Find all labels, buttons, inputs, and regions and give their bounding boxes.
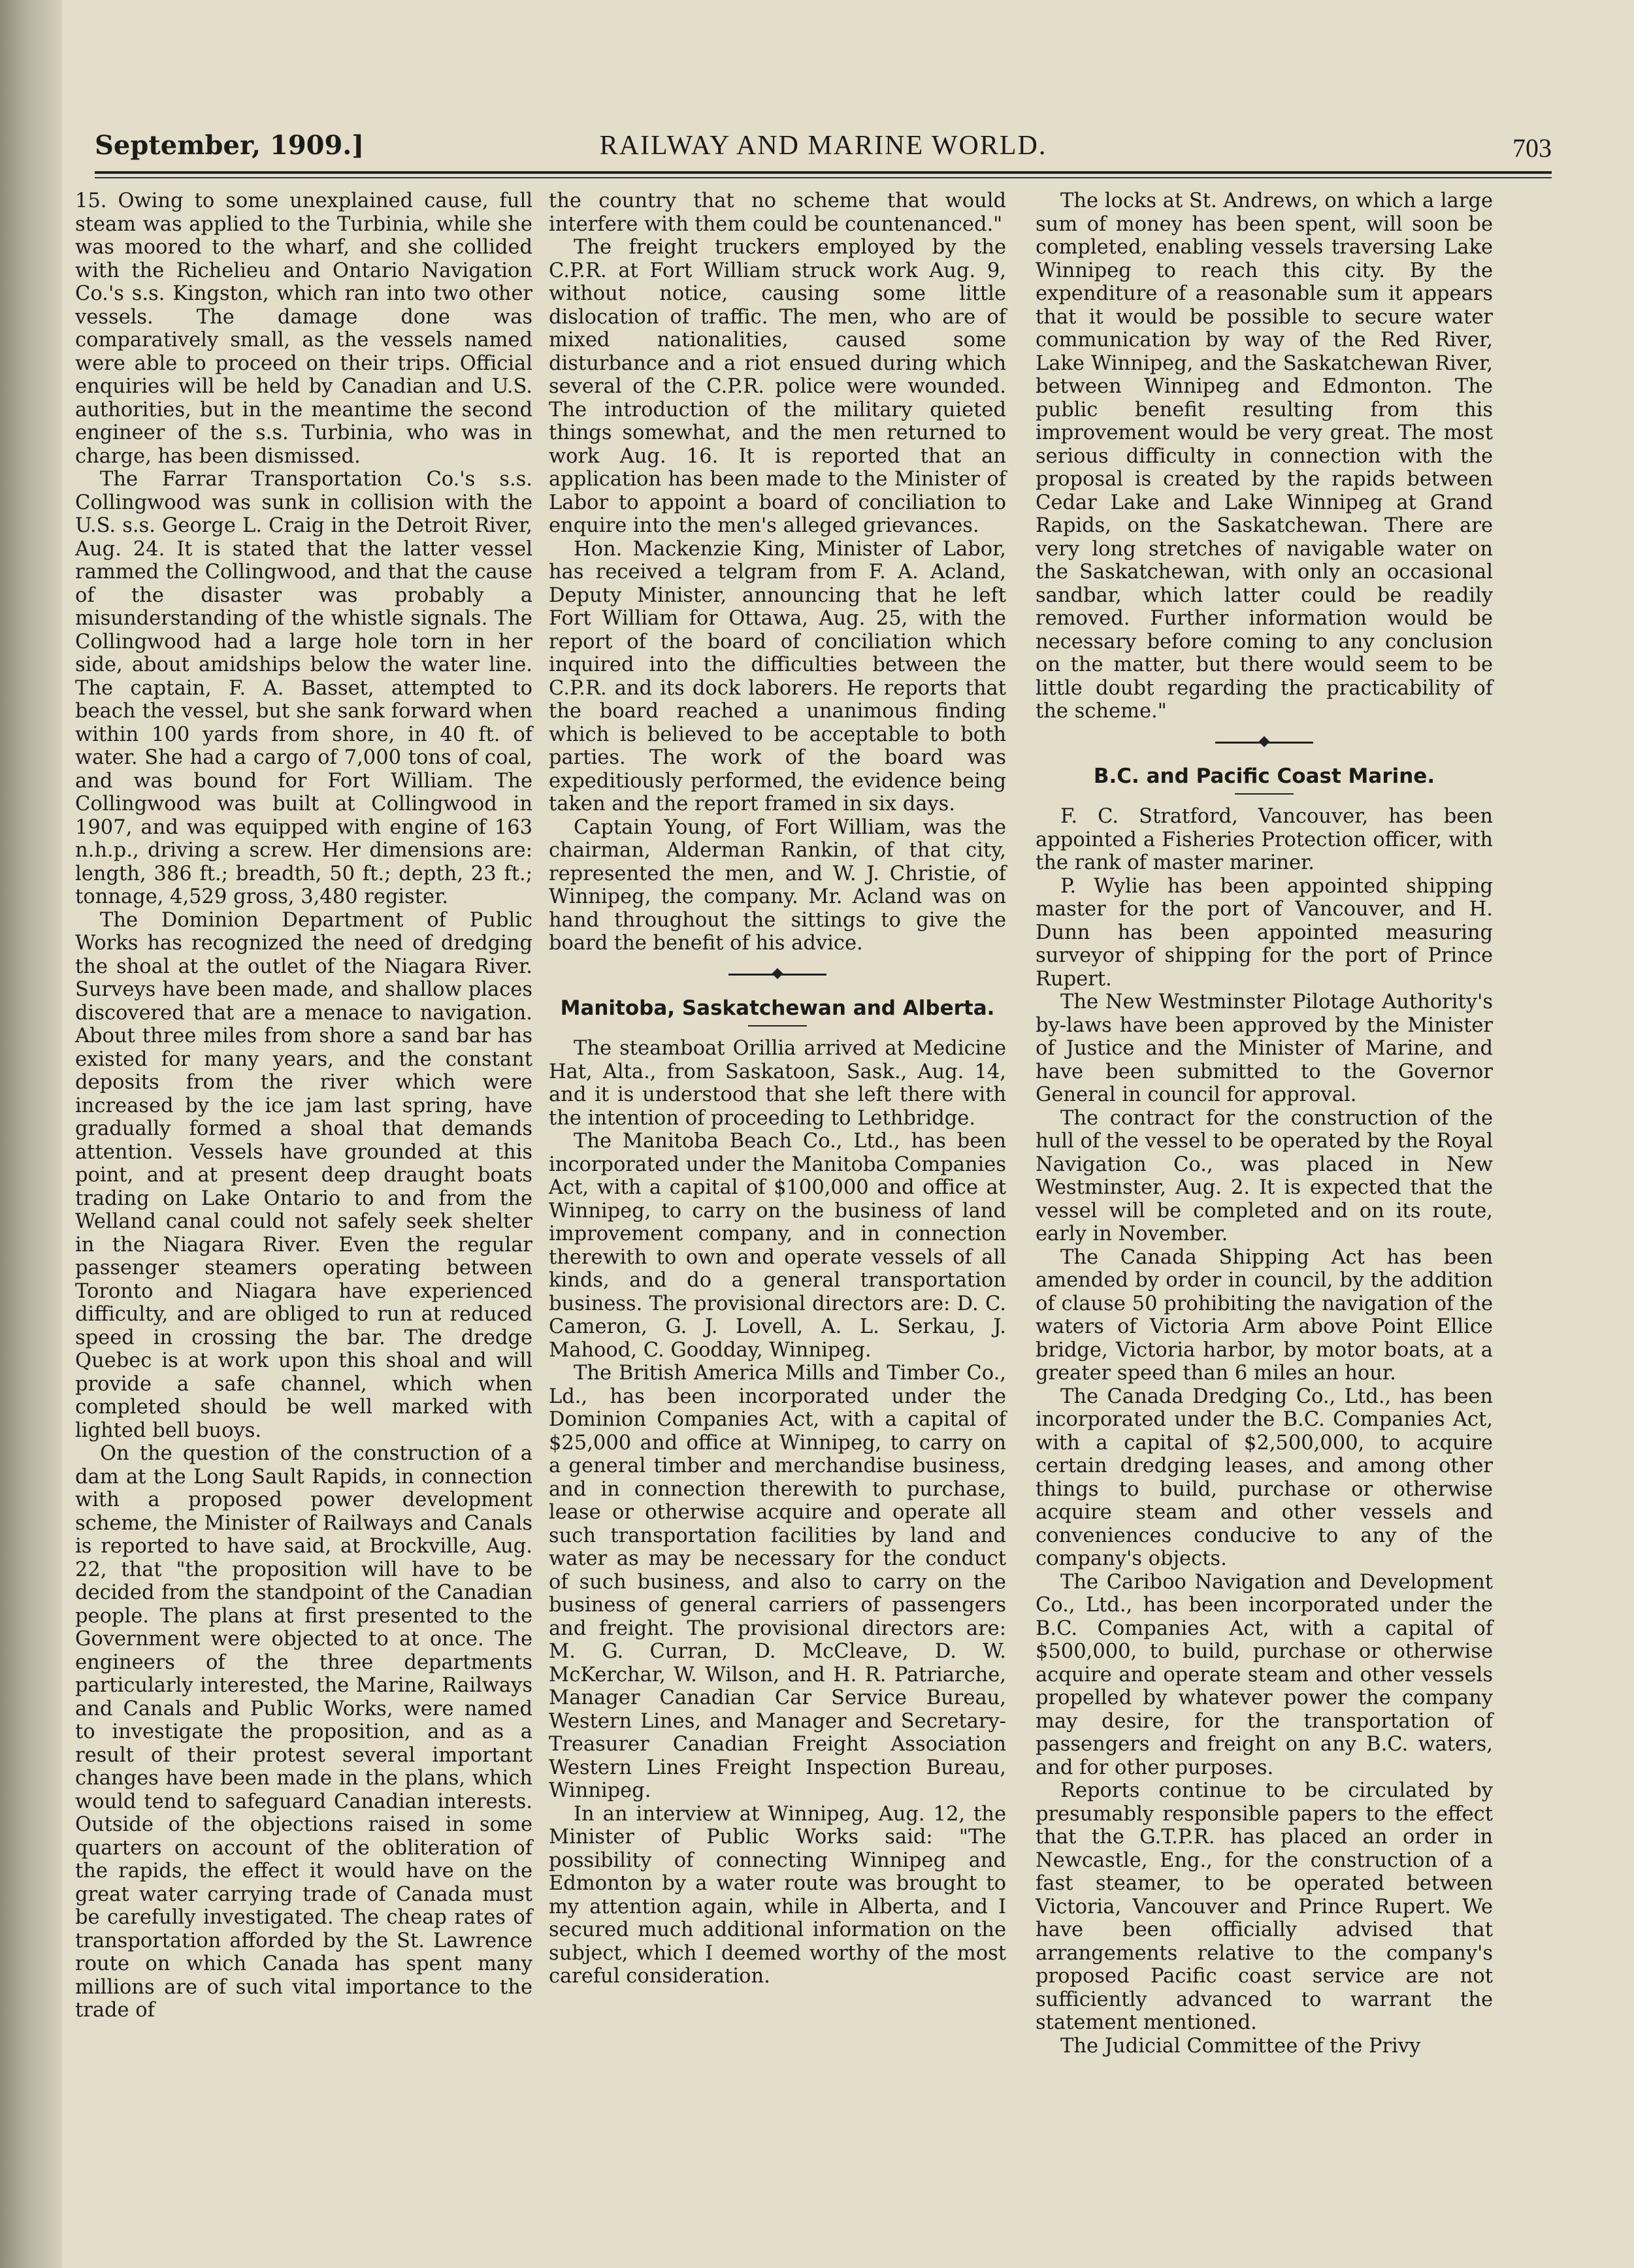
paragraph-long-sault: On the question of the construction of a dam at the Long Sault Rapids, in connection with a proposed power development scheme, the Minister of Railways and Canals is reported to have said, at Brockville, Aug. 22, that "the proposition will have to be decided from the standpoint of the Canadian people. The plans at first presented to the Government were objected to at once. The engineers of the three departments particularly interested, the Marine, Railways and Canals and Public Works, were named to investigate the proposition, and as a result of their protest several important changes have been made in the plans, which would tend to safeguard Canadian interests. Outside of the objections raised in some quarters on account of the obliteration of the rapids, the effect it would have on the great water carrying trade of Canada must be carefully investigated. The cheap rates of transportation afforded by the St. Lawrence route on which Canada has spent many millions are of such vital importance to the trade of <box>75 1442 532 2022</box>
paragraph-canada-dredging: The Canada Dredging Co., Ltd., has been incorporated under the B.C. Companies Act, with a capital of $2,500,000, to acquire certain dredging leases, and among other things to build, purchase or otherwise acquire steam and other vessels and conveniences conducive to any of the company's objects. <box>1036 1385 1493 1570</box>
paragraph-locks-st-andrews: The locks at St. Andrews, on which a large sum of money has been spent, will soon be completed, enabling vessels traversing Lake Winnipeg to reach this city. By the expenditure of a reasonable sum it appears that it would be possible to secure water communication by way of the Red River, Lake Winnipeg, and the Saskatchewan River, between Winnipeg and Edmonton. The public benefit resulting from this improvement would be very great. The most serious difficulty in connection with the proposal is created by the rapids between Cedar Lake and Lake Winnipeg at Grand Rapids, on the Saskatchewan. There are very long stretches of navigable water on the Saskatchewan, with only an occasional sandbar, which latter could be readily removed. Further information would be necessary before coming to any conclusion on the matter, but there would seem to be little doubt regarding the practicability of the scheme." <box>1036 189 1494 723</box>
paragraph-freight-truckers: The freight truckers employed by the C.P.R. at Fort William struck work Aug. 9, without notice, causing some little dislocation of traffic. The men, who are of mixed nationalities, caused some disturbance and a riot ensued during which several of the C.P.R. police were wounded. The introduction of the military quieted things somewhat, and the men returned to work Aug. 16. It is reported that an application has been made to the Minister of Labor to appoint a board of conciliation to enquire into the men's alleged grievances. <box>549 236 1006 537</box>
paragraph-stratford: F. C. Stratford, Vancouver, has been appointed a Fisheries Protection officer, with the rank of master mariner. <box>1036 805 1493 874</box>
section-divider <box>549 955 1006 994</box>
paragraph-niagara-shoal: The Dominion Department of Public Works has recognized the need of dredging the shoal at the outlet of the Niagara River. Surveys have been made, and shallow places discovered that are a menace to navigation. About three miles from shore a sand bar has existed for many years, and the constant deposits from the river which were increased by the ice jam last spring, have gradually formed a shoal that demands attention. Vessels have grounded at this point, and at present deep draught boats trading on Lake Ontario to and from the Welland canal could not safely seek shelter in the Niagara River. Even the regular passenger steamers operating between Toronto and Niagara have experienced difficulty, and are obliged to run at reduced speed in crossing the bar. The dredge Quebec is at work upon this shoal and will provide a safe channel, which when completed should be well marked with lighted bell buoys. <box>75 908 532 1442</box>
column-1 <box>75 189 532 2022</box>
column-3 <box>1036 189 1493 2058</box>
paragraph-orillia: The steamboat Orillia arrived at Medicine Hat, Alta., from Saskatoon, Sask., Aug. 14, and it is understood that she left there with the intention of proceeding to Lethbridge. <box>549 1037 1006 1130</box>
paragraph-royal-navigation: The contract for the construction of the hull of the vessel to be operated by the Royal Navigation Co., was placed in New Westminster, Aug. 2. It is expected that the vessel will be completed and on its route, early in November. <box>1036 1106 1493 1245</box>
paragraph-turbinia: 15. Owing to some unexplained cause, full steam was applied to the Turbinia, while she was moored to the wharf, and she collided with the Richelieu and Ontario Navigation Co.'s s.s. Kingston, which ran into two other vessels. The damage done was comparatively small, as the vessels named were able to proceed on their trips. Official enquiries will be held by Canadian and U.S. authorities, but in the meantime the second engineer of the s.s. Turbinia, who was in charge, has been dismissed. <box>75 189 532 468</box>
paragraph-captain-young: Captain Young, of Fort William, was the chairman, Alderman Rankin, of that city, represented the men, and W. J. Christie, of Winnipeg, the company. Mr. Acland was on hand throughout the sittings to give the board the benefit of his advice. <box>549 815 1006 955</box>
page <box>62 0 1634 2268</box>
publication-title: RAILWAY AND MARINE WORLD. <box>599 131 1047 161</box>
page-number: 703 <box>1512 133 1552 163</box>
paragraph-cariboo-navigation: The Cariboo Navigation and Development Co., Ltd., has been incorporated under the B.C. Companies Act, with a capital of $500,000, to build, purchase or otherwise acquire and operate steam and other vessels propelled by whatever power the company may desire, for the transportation of passengers and freight on any B.C. waters, and for other purposes. <box>1036 1570 1493 1779</box>
heading-underline <box>1235 793 1294 795</box>
running-header <box>95 127 1552 173</box>
paragraph-british-america-mills: The British America Mills and Timber Co., Ld., has been incorporated under the Dominion Companies Act, with a capital of $25,000 and office at Winnipeg, to carry on a general timber and merchandise business, and in connection therewith to purchase, lease or otherwise acquire and operate all such transportation facilities by land and water as may be necessary for the conduct of such business, and also to carry on the business of general carriers of passengers and freight. The provisional directors are: M. G. Curran, D. McCleave, D. W. McKerchar, W. Wilson, and H. R. Patriarche, Manager Canadian Car Service Bureau, Western Lines, and Manager and Secretary-Treasurer Canadian Freight Association Western Lines Freight Inspection Bureau, Winnipeg. <box>549 1362 1006 1802</box>
paragraph-manitoba-beach: The Manitoba Beach Co., Ltd., has been incorporated under the Manitoba Companies Act, with a capital of $100,000 and office at Winnipeg, to carry on the business of land improvement company, and in connection therewith to own and operate vessels of all kinds, and do a general transportation business. The provisional directors are: D. C. Cameron, G. J. Lovell, A. L. Serkau, J. Mahood, C. Goodday, Winnipeg. <box>549 1130 1006 1362</box>
paragraph-shipping-act: The Canada Shipping Act has been amended by order in council, by the addition of clause 50 prohibiting the navigation of the waters of Victoria Arm above Point Ellice bridge, Victoria harbor, by motor boats, at a greater speed than 6 miles an hour. <box>1036 1245 1493 1385</box>
paragraph-continued: the country that no scheme that would interfere with them could be countenanced." <box>549 189 1006 236</box>
paragraph-collingwood: The Farrar Transportation Co.'s s.s. Collingwood was sunk in collision with the U.S. s.s. George L. Craig in the Detroit River, Aug. 24. It is stated that the latter vessel rammed the Collingwood, and that the cause of the disaster was probably a misunderstanding of the whistle signals. The Collingwood had a large hole torn in her side, about amidships below the water line. The captain, F. A. Basset, attempted to beach the vessel, but she sank forward when within 100 yards from shore, in 40 ft. of water. She had a cargo of 7,000 tons of coal, and was bound for Fort William. The Collingwood was built at Collingwood in 1907, and was equipped with engine of 163 n.h.p., driving a screw. Her dimensions are: length, 386 ft.; breadth, 50 ft.; depth, 23 ft.; tonnage, 4,529 gross, 3,480 register. <box>75 468 532 908</box>
paragraph-wylie: P. Wylie has been appointed shipping master for the port of Vancouver, and H. Dunn has been appointed measuring surveyor of shipping for the port of Prince Rupert. <box>1036 874 1493 991</box>
binding-gutter <box>0 0 62 2268</box>
section-divider <box>1036 723 1493 763</box>
issue-date: September, 1909.] <box>95 130 365 161</box>
column-2 <box>549 189 1006 1988</box>
heading-underline <box>748 1025 807 1027</box>
section-heading-manitoba: Manitoba, Saskatchewan and Alberta. <box>560 996 995 1020</box>
section-heading-bc-marine: B.C. and Pacific Coast Marine. <box>1093 764 1435 788</box>
header-rule-thin <box>95 177 1552 178</box>
paragraph-mackenzie-king: Hon. Mackenzie King, Minister of Labor, has received a telgram from F. A. Acland, Deputy Minister, announcing that he left Fort William for Ottawa, Aug. 25, with the report of the board of conciliation which inquired into the difficulties between the C.P.R. and its dock laborers. He reports that the board reached a unanimous finding which is believed to be acceptable to both parties. The work of the board was expeditiously performed, the evidence being taken and the report framed in six days. <box>549 537 1006 815</box>
header-rule <box>95 171 1552 174</box>
paragraph-gtpr-reports: Reports continue to be circulated by presumably responsible papers to the effect that the G.T.P.R. has placed an order in Newcastle, Eng., for the construction of a fast steamer, to be operated between Victoria, Vancouver and Prince Rupert. We have been officially advised that arrangements relative to the company's proposed Pacific coast service are not sufficiently advanced to warrant the statement mentioned. <box>1036 1779 1493 2034</box>
paragraph-judicial-committee: The Judicial Committee of the Privy <box>1060 2034 1421 2058</box>
paragraph-interview-winnipeg: In an interview at Winnipeg, Aug. 12, the Minister of Public Works said: "The possibility of connecting Winnipeg and Edmonton by a water route was brought to my attention again, while in Alberta, and I secured much additional information on the subject, which I deemed worthy of the most careful consideration. <box>549 1802 1006 1988</box>
paragraph-pilotage: The New Westminster Pilotage Authority's by-laws have been approved by the Minister of Justice and the Minister of Marine, and have been submitted to the Governor General in council for approval. <box>1036 991 1493 1106</box>
